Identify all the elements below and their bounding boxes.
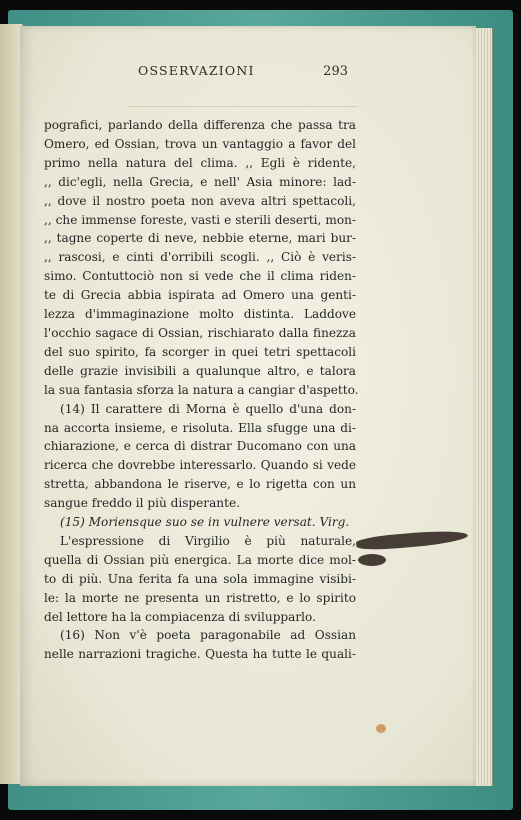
text-line: to di più. Una ferita fa una sola immagine visibi- bbox=[44, 571, 356, 586]
text-line: nelle narrazioni tragiche. Questa ha tutte le quali- bbox=[44, 647, 356, 662]
text-line: ,, dove il nostro poeta non aveva altri spettacoli, bbox=[44, 193, 356, 208]
text-line: L'espressione di Virgilio è più naturale, bbox=[60, 533, 356, 548]
text-line: la sua fantasia sforza la natura a cangiar d'aspetto. bbox=[44, 382, 359, 397]
text-line: te di Grecia abbia ispirata ad Omero una genti- bbox=[44, 288, 356, 303]
text-line: sangue freddo il più disperante. bbox=[44, 496, 240, 511]
text-line: quella di Ossian più energica. La morte dice mol- bbox=[44, 552, 356, 567]
text-line: na accorta insieme, e risoluta. Ella sfugge una di- bbox=[44, 420, 356, 435]
page-header bbox=[138, 63, 348, 79]
text-line: ,, dic'egli, nella Grecia, e nell' Asia minore: lad- bbox=[44, 174, 356, 189]
text-line: lezza d'immaginazione molto distinta. Laddove bbox=[44, 307, 356, 322]
text-line: ,, rascosi, e cinti d'orribili scogli. ,, Ciò è veris- bbox=[44, 250, 356, 265]
foxing-spot bbox=[376, 724, 386, 733]
text-line: ricerca che dovrebbe interessarlo. Quando si vede bbox=[44, 458, 356, 473]
text-line: (14) Il carattere di Morna è quello d'una don- bbox=[60, 401, 356, 416]
text-line: ,, tagne coperte di neve, nebbie eterne, mari bur- bbox=[44, 231, 356, 246]
page-number: 293 bbox=[323, 64, 348, 79]
text-line: del lettore ha la compiacenza di svilupparlo. bbox=[44, 609, 316, 624]
text-line: (16) Non v'è poeta paragonabile ad Ossian bbox=[60, 628, 356, 643]
text-line: Omero, ed Ossian, trova un vantaggio a favor del bbox=[44, 136, 356, 151]
text-line: simo. Contuttociò non si vede che il clima riden- bbox=[44, 269, 356, 284]
text-line: pografici, parlando della differenza che passa tra bbox=[44, 118, 356, 132]
ink-smudge bbox=[358, 554, 386, 566]
text-line: del suo spirito, fa scorger in quei tetri spettacoli bbox=[44, 344, 356, 359]
text-line: l'occhio sagace di Ossian, rischiarato dalla finezza bbox=[44, 325, 356, 340]
text-line: primo nella natura del clima. ,, Egli è ridente, bbox=[44, 155, 356, 170]
text-line: le: la morte ne presenta un ristretto, e lo spirito bbox=[44, 590, 356, 605]
body-text bbox=[44, 116, 359, 664]
text-line: ,, che immense foreste, vasti e sterili deserti, mon- bbox=[44, 212, 356, 227]
text-line: stretta, abbandona le riserve, e lo rigetta con un bbox=[44, 477, 356, 492]
text-line: (15) Moriensque suo se in vulnere versat. Virg. bbox=[60, 515, 350, 530]
text-line: chiarazione, e cerca di distrar Ducomano con una bbox=[44, 439, 356, 454]
header-rule bbox=[128, 106, 358, 107]
running-head: OSSERVAZIONI bbox=[138, 63, 255, 78]
text-line: delle grazie invisibili a qualunque altro, e talora bbox=[44, 363, 356, 378]
